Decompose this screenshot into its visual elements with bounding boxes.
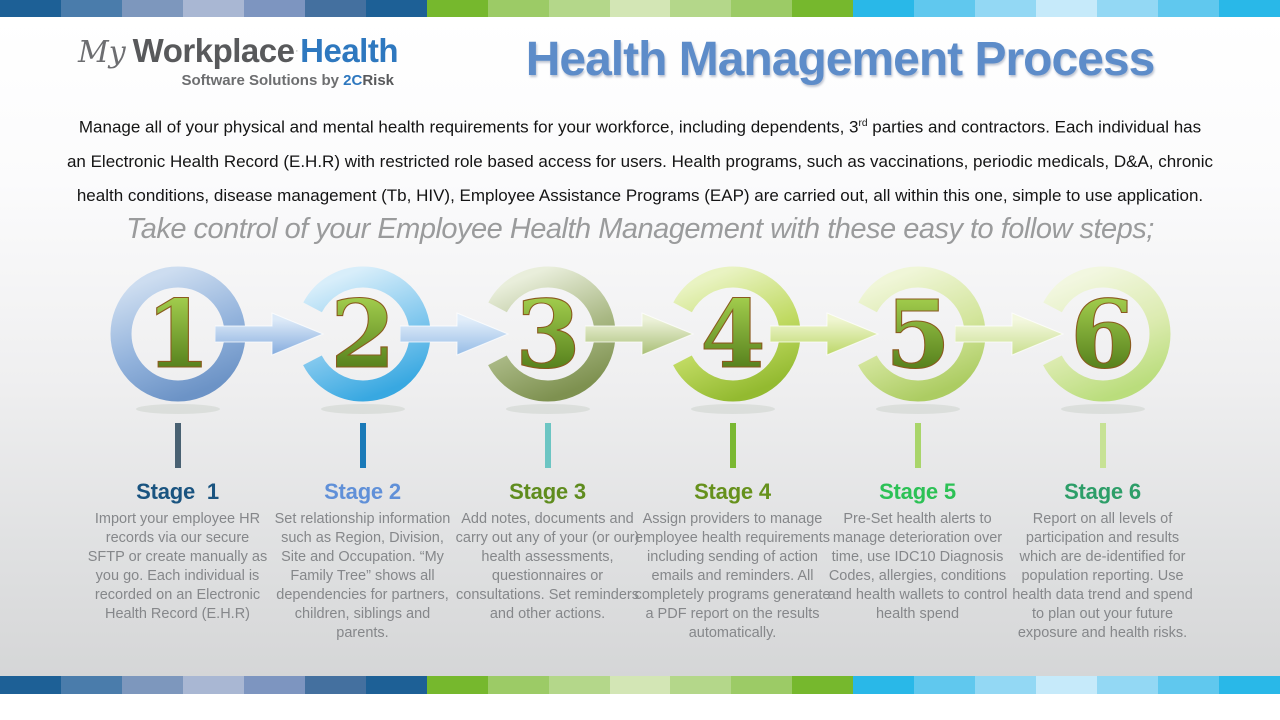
border-square (853, 0, 914, 17)
bottom-border-strip (0, 676, 1280, 694)
border-square (1097, 676, 1158, 694)
stage-label-1: Stage 1 (136, 479, 219, 504)
logo-my: My (78, 35, 126, 70)
border-square (853, 676, 914, 694)
border-square (610, 676, 671, 694)
border-square (792, 0, 853, 17)
stage-description-1: Import your employee HR records via our secure SFTP or create manually as you go. Each individual is recorded on an Electronic Health Record (E.H.R) (87, 511, 268, 622)
tagline-risk: Risk (362, 72, 394, 89)
subtitle: Take control of your Employee Health Management with these easy to follow steps; (126, 213, 1154, 245)
border-square (244, 676, 305, 694)
border-square (305, 0, 366, 17)
border-square (670, 676, 731, 694)
border-square (122, 676, 183, 694)
border-square (1036, 0, 1097, 17)
border-square (0, 0, 61, 17)
border-square (1036, 676, 1097, 694)
superscript-rd: rd (858, 118, 868, 129)
stage-tick-bar (545, 423, 551, 468)
border-square (1158, 0, 1219, 17)
stage-label-5: Stage 5 (879, 479, 956, 504)
border-square (1097, 0, 1158, 17)
step-number-4: 4 (699, 280, 766, 390)
logo-health: Health (300, 32, 398, 69)
stage-tick-bar (360, 423, 366, 468)
logo (78, 30, 398, 89)
logo-tagline (78, 72, 398, 89)
intro-line-2: an Electronic Health Record (E.H.R) with restricted role based access for users. Health programs, such as vaccinations, periodic medicals, D&A, chronic (66, 151, 1214, 171)
border-square (975, 676, 1036, 694)
stage-label-6: Stage 6 (1064, 479, 1141, 504)
stage-description-3: Add notes, documents and carry out any of your (or our) health assessments, questionnaires or consultations. Set reminders and other actions. (455, 511, 640, 622)
border-square (61, 0, 122, 17)
border-square (792, 676, 853, 694)
border-square (61, 676, 122, 694)
stage-column-1 (85, 258, 270, 643)
stage-description-4: Assign providers to manage employee health requirements including sending of action emails and reminders. All completely programs generate a PDF report on the results automatically. (634, 511, 831, 641)
tagline-2c: 2C (343, 72, 363, 89)
stage-description-5: Pre-Set health alerts to manage deterioration over time, use IDC10 Diagnosis Codes, allergies, conditions and health wallets to control health spend (827, 511, 1008, 622)
process-arrow-4-5 (770, 311, 880, 357)
border-square (549, 0, 610, 17)
step-number-2: 2 (329, 280, 396, 390)
process-arrow-2-3 (400, 311, 510, 357)
tagline-prefix: Software Solutions by (181, 72, 344, 89)
stage-label-2: Stage 2 (324, 479, 401, 504)
process-arrow-5-6 (955, 311, 1065, 357)
border-square (975, 0, 1036, 17)
stage-description-2: Set relationship information such as Region, Division, Site and Occupation. “My Family Tree” shows all dependencies for partners, children, siblings and parents. (274, 511, 451, 641)
border-square (244, 0, 305, 17)
step-number-5: 5 (884, 280, 951, 390)
border-square (122, 0, 183, 17)
intro-line-3: health conditions, disease management (Tb, HIV), Employee Assistance Programs (EAP) are carried out, all within this one, simple to use application. (76, 185, 1204, 205)
border-square (366, 0, 427, 17)
stage-tick-bar (730, 423, 736, 468)
step-number-3: 3 (514, 280, 581, 390)
border-square (549, 676, 610, 694)
border-square (1219, 0, 1280, 17)
border-square (183, 0, 244, 17)
border-square (488, 676, 549, 694)
border-square (670, 0, 731, 17)
border-square (914, 0, 975, 17)
heartbeat-icon (296, 35, 298, 67)
border-square (0, 676, 61, 694)
intro-paragraph (0, 107, 1280, 213)
border-square (1219, 676, 1280, 694)
border-square (427, 0, 488, 17)
process-row (85, 258, 1195, 643)
stage-description-6: Report on all levels of participation and results which are de-identified for population reporting. Use health data trend and spend to plan out your future exposure and health risks. (1012, 511, 1193, 641)
logo-workplace: Workplace (132, 32, 295, 69)
process-arrow-1-2 (215, 311, 325, 357)
border-square (1158, 676, 1219, 694)
stage-label-4: Stage 4 (694, 479, 771, 504)
top-border-strip (0, 0, 1280, 17)
border-square (183, 676, 244, 694)
border-square (305, 676, 366, 694)
process-arrow-3-4 (585, 311, 695, 357)
border-square (610, 0, 671, 17)
stage-tick-bar (1100, 423, 1106, 468)
step-number-1: 1 (144, 280, 211, 390)
stage-tick-bar (915, 423, 921, 468)
intro-line-1: Manage all of your physical and mental health requirements for your workforce, including dependents, 3rd parties and contractors. Each individual has (78, 117, 1202, 137)
border-square (366, 676, 427, 694)
border-square (488, 0, 549, 17)
step-number-6: 6 (1069, 280, 1136, 390)
border-square (427, 676, 488, 694)
border-square (731, 0, 792, 17)
border-square (731, 676, 792, 694)
stage-label-3: Stage 3 (509, 479, 586, 504)
stage-tick-bar (175, 423, 181, 468)
page-title: Health Management Process (525, 33, 1155, 86)
border-square (914, 676, 975, 694)
